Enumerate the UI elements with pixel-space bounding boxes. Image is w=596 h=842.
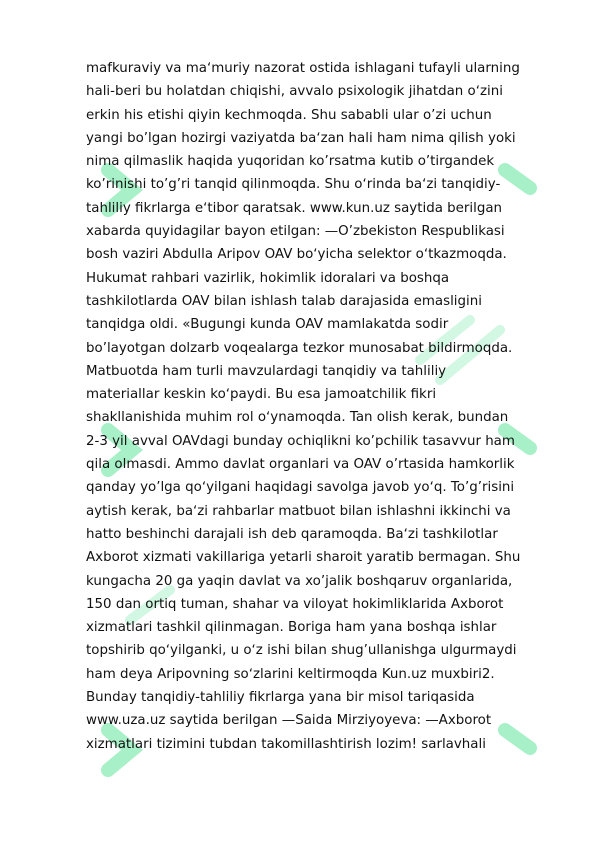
text-line: topshirib qoʻyilganki, u oʻz ishi bilan shug’ullanishga ulgurmaydi [86,643,517,659]
text-line: Bunday tanqidiy-tahliliy fikrlarga yana bir misol tariqasida [86,690,475,706]
text-line: materiallar keskin koʻpaydi. Bu esa jamoatchilik fikri [86,387,437,403]
text-line: tahliliy fikrlarga eʻtibor qaratsak. www.kun.uz saytida berilgan [86,200,503,216]
text-line: ko’rinishi to’g’ri tanqid qilinmoqda. Shu oʻrinda baʻzi tanqidiy- [86,177,501,193]
text-line: aytish kerak, baʻzi rahbarlar matbuot bilan ishlashni ikkinchi va [86,503,511,519]
text-line: 2-3 yil avval OAVdagi bunday ochiqlikni ko’pchilik tasavvur ham [86,433,515,449]
text-line: kungacha 20 ga yaqin davlat va xo’jalik boshqaruv organlarida, [86,573,513,589]
text-line: 150 dan ortiq tuman, shahar va viloyat hokimliklarida Axborot [86,596,504,612]
text-line: yangi bo’lgan hozirgi vaziyatda baʻzan hali ham nima qilish yoki [86,130,516,146]
text-line: bosh vaziri Abdulla Aripov OAV boʻyicha selektor oʻtkazmoqda. [86,247,507,263]
text-line: tashkilotlarda OAV bilan ishlash talab darajasida emasligini [86,293,482,309]
text-line: qanday yo’lga qoʻyilgani haqidagi savolga javob yoʻq. To’g’risini [86,480,515,496]
text-line: Hukumat rahbari vazirlik, hokimlik idoralari va boshqa [86,270,450,286]
body-text [86,57,556,756]
text-line: Matbuotda ham turli mavzulardagi tanqidiy va tahliliy [86,363,447,379]
text-line: www.uza.uz saytida berilgan —Saida Mirziyoyeva: —Axborot [86,713,492,729]
text-line: xabarda quyidagilar bayon etilgan: —O’zbekiston Respublikasi [86,224,505,240]
text-line: xizmatlari tashkil qilinmagan. Boriga ham yana boshqa ishlar [86,620,497,636]
text-line: qila olmasdi. Ammo davlat organlari va OAV o’rtasida hamkorlik [86,457,515,473]
text-line: shakllanishida muhim rol oʻynamoqda. Tan olish kerak, bundan [86,410,509,426]
text-line: nima qilmaslik haqida yuqoridan ko’rsatma kutib o’tirgandek [86,154,495,170]
text-line: xizmatlari tizimini tubdan takomillashtirish lozim! sarlavhali [86,736,486,752]
text-line: erkin his etishi qiyin kechmoqda. Shu sababli ular o’zi uchun [86,107,492,123]
text-line: tanqidga oldi. «Bugungi kunda OAV mamlakatda sodir [86,317,449,333]
text-line: mafkuraviy va maʻmuriy nazorat ostida ishlagani tufayli ularning [86,61,520,76]
text-line: ham deya Aripovning soʻzlarini keltirmoqda Kun.uz muxbiri2. [86,666,495,682]
text-line: bo’layotgan dolzarb voqealarga tezkor munosabat bildirmoqda. [86,340,513,356]
text-line: hali-beri bu holatdan chiqishi, avvalo psixologik jihatdan oʻzini [86,84,503,100]
text-line: Axborot xizmati vakillariga yetarli sharoit yaratib bermagan. Shu [86,550,521,566]
text-line: hatto beshinchi darajali ish deb qaramoqda. Baʻzi tashkilotlar [86,526,498,542]
